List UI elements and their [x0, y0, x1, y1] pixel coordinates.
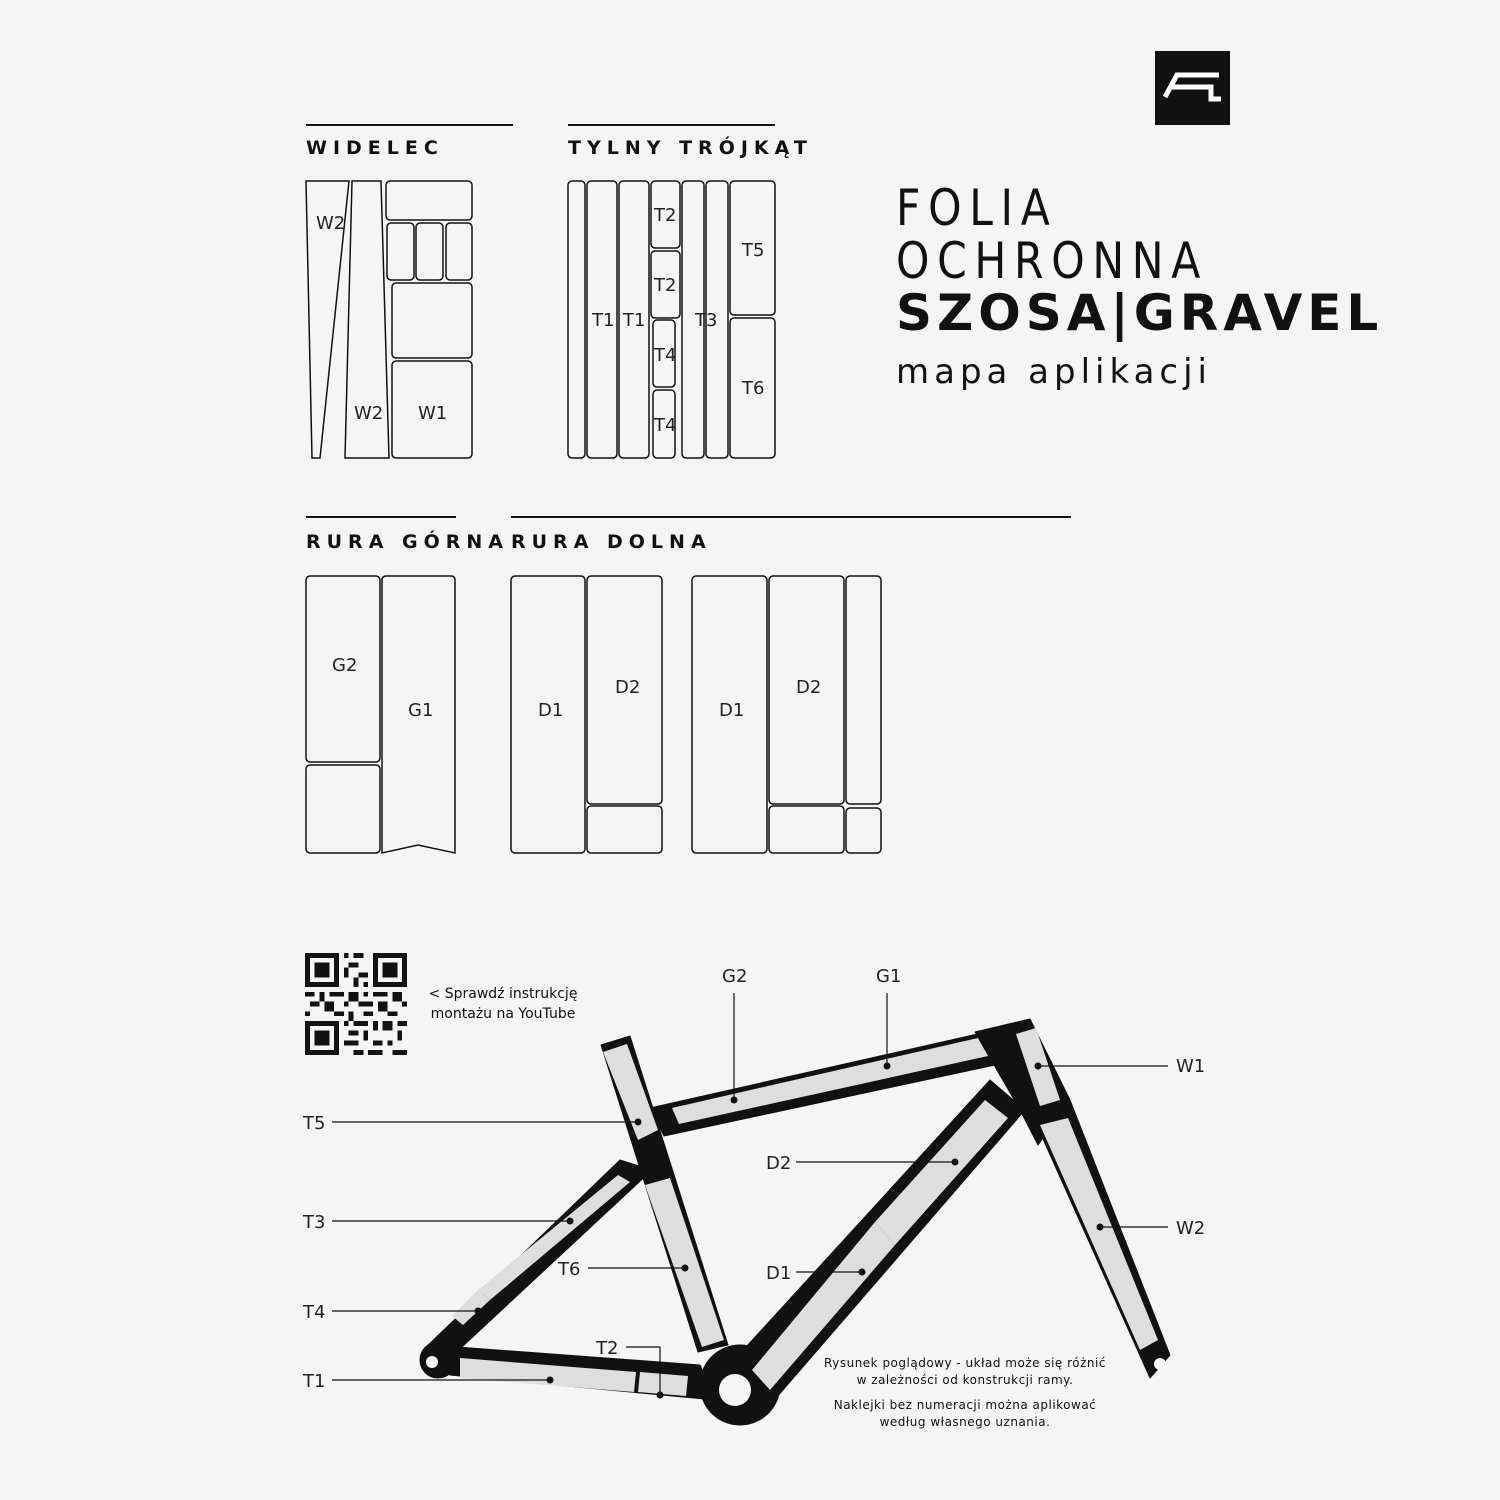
callout-label-t5: T5 — [303, 1113, 326, 1134]
bottom-bracket-hole — [719, 1374, 751, 1406]
callout-label-g2: G2 — [722, 966, 748, 987]
title-line-3: SZOSA|GRAVEL — [896, 284, 1384, 342]
down-piece-strip-small — [846, 808, 881, 853]
sheet-label-t2-b: T2 — [654, 275, 677, 296]
sheet-label-d2-b: D2 — [796, 677, 822, 698]
sheet-label-t5: T5 — [742, 240, 765, 261]
footnote-line-2: w zależności od konstrukcji ramy. — [856, 1373, 1074, 1387]
footnote-line-3: Naklejki bez numeracji można aplikować — [833, 1398, 1097, 1412]
down-piece-strip — [846, 576, 881, 804]
callout-dot-t3 — [567, 1218, 574, 1225]
film-d2 — [875, 1100, 1008, 1245]
callout-label-t2: T2 — [596, 1338, 619, 1359]
dropout-hole — [426, 1356, 438, 1368]
footnote — [820, 1355, 1110, 1431]
callout-dot-t1 — [547, 1377, 554, 1384]
callout-dot-t6 — [682, 1265, 689, 1272]
sheet-label-t4-a: T4 — [654, 345, 677, 366]
callout-label-t4: T4 — [303, 1302, 326, 1323]
qr-note-line-1: < Sprawdź instrukcję — [428, 986, 578, 1002]
down-piece-small-a — [587, 806, 662, 853]
fork-piece-top — [386, 181, 472, 220]
footnote-line-4: według własnego uznania. — [879, 1415, 1051, 1429]
title-line-1: FOLIA — [896, 179, 1058, 237]
sheet-label-t6: T6 — [742, 378, 765, 399]
footnote-line-1: Rysunek poglądowy - układ może się różnić — [824, 1356, 1106, 1370]
frame-diagram — [0, 900, 1500, 1500]
callout-dot-w2 — [1097, 1224, 1104, 1231]
sheet-label-w2-b: W2 — [354, 403, 384, 424]
qr-note-line-2: montażu na YouTube — [430, 1006, 576, 1022]
film-t2 — [638, 1372, 688, 1396]
callout-dot-w1 — [1035, 1063, 1042, 1070]
callout-dot-t2 — [657, 1392, 664, 1399]
fork-piece-small-3 — [446, 223, 472, 280]
fork-section-title: WIDELEC — [306, 137, 444, 159]
fork-piece-small-1 — [387, 223, 414, 280]
callout-label-w2: W2 — [1176, 1218, 1206, 1239]
callout-dot-g1 — [884, 1063, 891, 1070]
sheet-label-g1: G1 — [408, 700, 434, 721]
callout-dot-d2 — [952, 1159, 959, 1166]
rear-triangle-section-title: TYLNY TRÓJKĄT — [568, 137, 813, 159]
sheet-label-t2-a: T2 — [654, 205, 677, 226]
callout-label-t6: T6 — [558, 1259, 581, 1280]
sheet-label-w2-a: W2 — [316, 213, 346, 234]
callout-dot-t5 — [635, 1119, 642, 1126]
callout-label-d2: D2 — [766, 1153, 792, 1174]
sheet-label-t3: T3 — [695, 310, 718, 331]
callout-dot-d1 — [859, 1269, 866, 1276]
sheet-label-d1-b: D1 — [719, 700, 745, 721]
callout-dot-t4 — [475, 1308, 482, 1315]
fork-piece-mid — [392, 283, 472, 358]
fork-piece-small-2 — [416, 223, 443, 280]
down-piece-small-b — [769, 806, 844, 853]
callout-label-t3: T3 — [303, 1212, 326, 1233]
top-piece-small — [306, 765, 380, 853]
title-line-4: mapa aplikacji — [896, 352, 1213, 392]
film-w2 — [1040, 1118, 1158, 1350]
callout-label-w1: W1 — [1176, 1056, 1206, 1077]
sheet-label-g2: G2 — [332, 655, 358, 676]
down-tube-section-title: RURA DOLNA — [511, 531, 712, 553]
callout-label-d1: D1 — [766, 1263, 792, 1284]
sheet-label-d1-a: D1 — [538, 700, 564, 721]
fork-dropout-hole — [1154, 1358, 1166, 1370]
title-line-2: OCHRONNA — [896, 232, 1208, 290]
sheet-label-t1-b: T1 — [623, 310, 646, 331]
film-g — [672, 1038, 988, 1124]
rear-piece-thin — [568, 181, 585, 458]
frame-dropout — [420, 1342, 456, 1378]
callout-label-g1: G1 — [876, 966, 902, 987]
top-tube-section-title: RURA GÓRNA — [306, 531, 509, 553]
callout-dot-g2 — [731, 1097, 738, 1104]
sheet-label-t1-a: T1 — [592, 310, 615, 331]
sheet-label-t4-b: T4 — [654, 415, 677, 436]
film-t3 — [478, 1175, 630, 1300]
callout-label-t1: T1 — [303, 1371, 326, 1392]
sheet-label-w1: W1 — [418, 403, 448, 424]
film-t6 — [645, 1178, 724, 1347]
sheet-label-d2-a: D2 — [615, 677, 641, 698]
